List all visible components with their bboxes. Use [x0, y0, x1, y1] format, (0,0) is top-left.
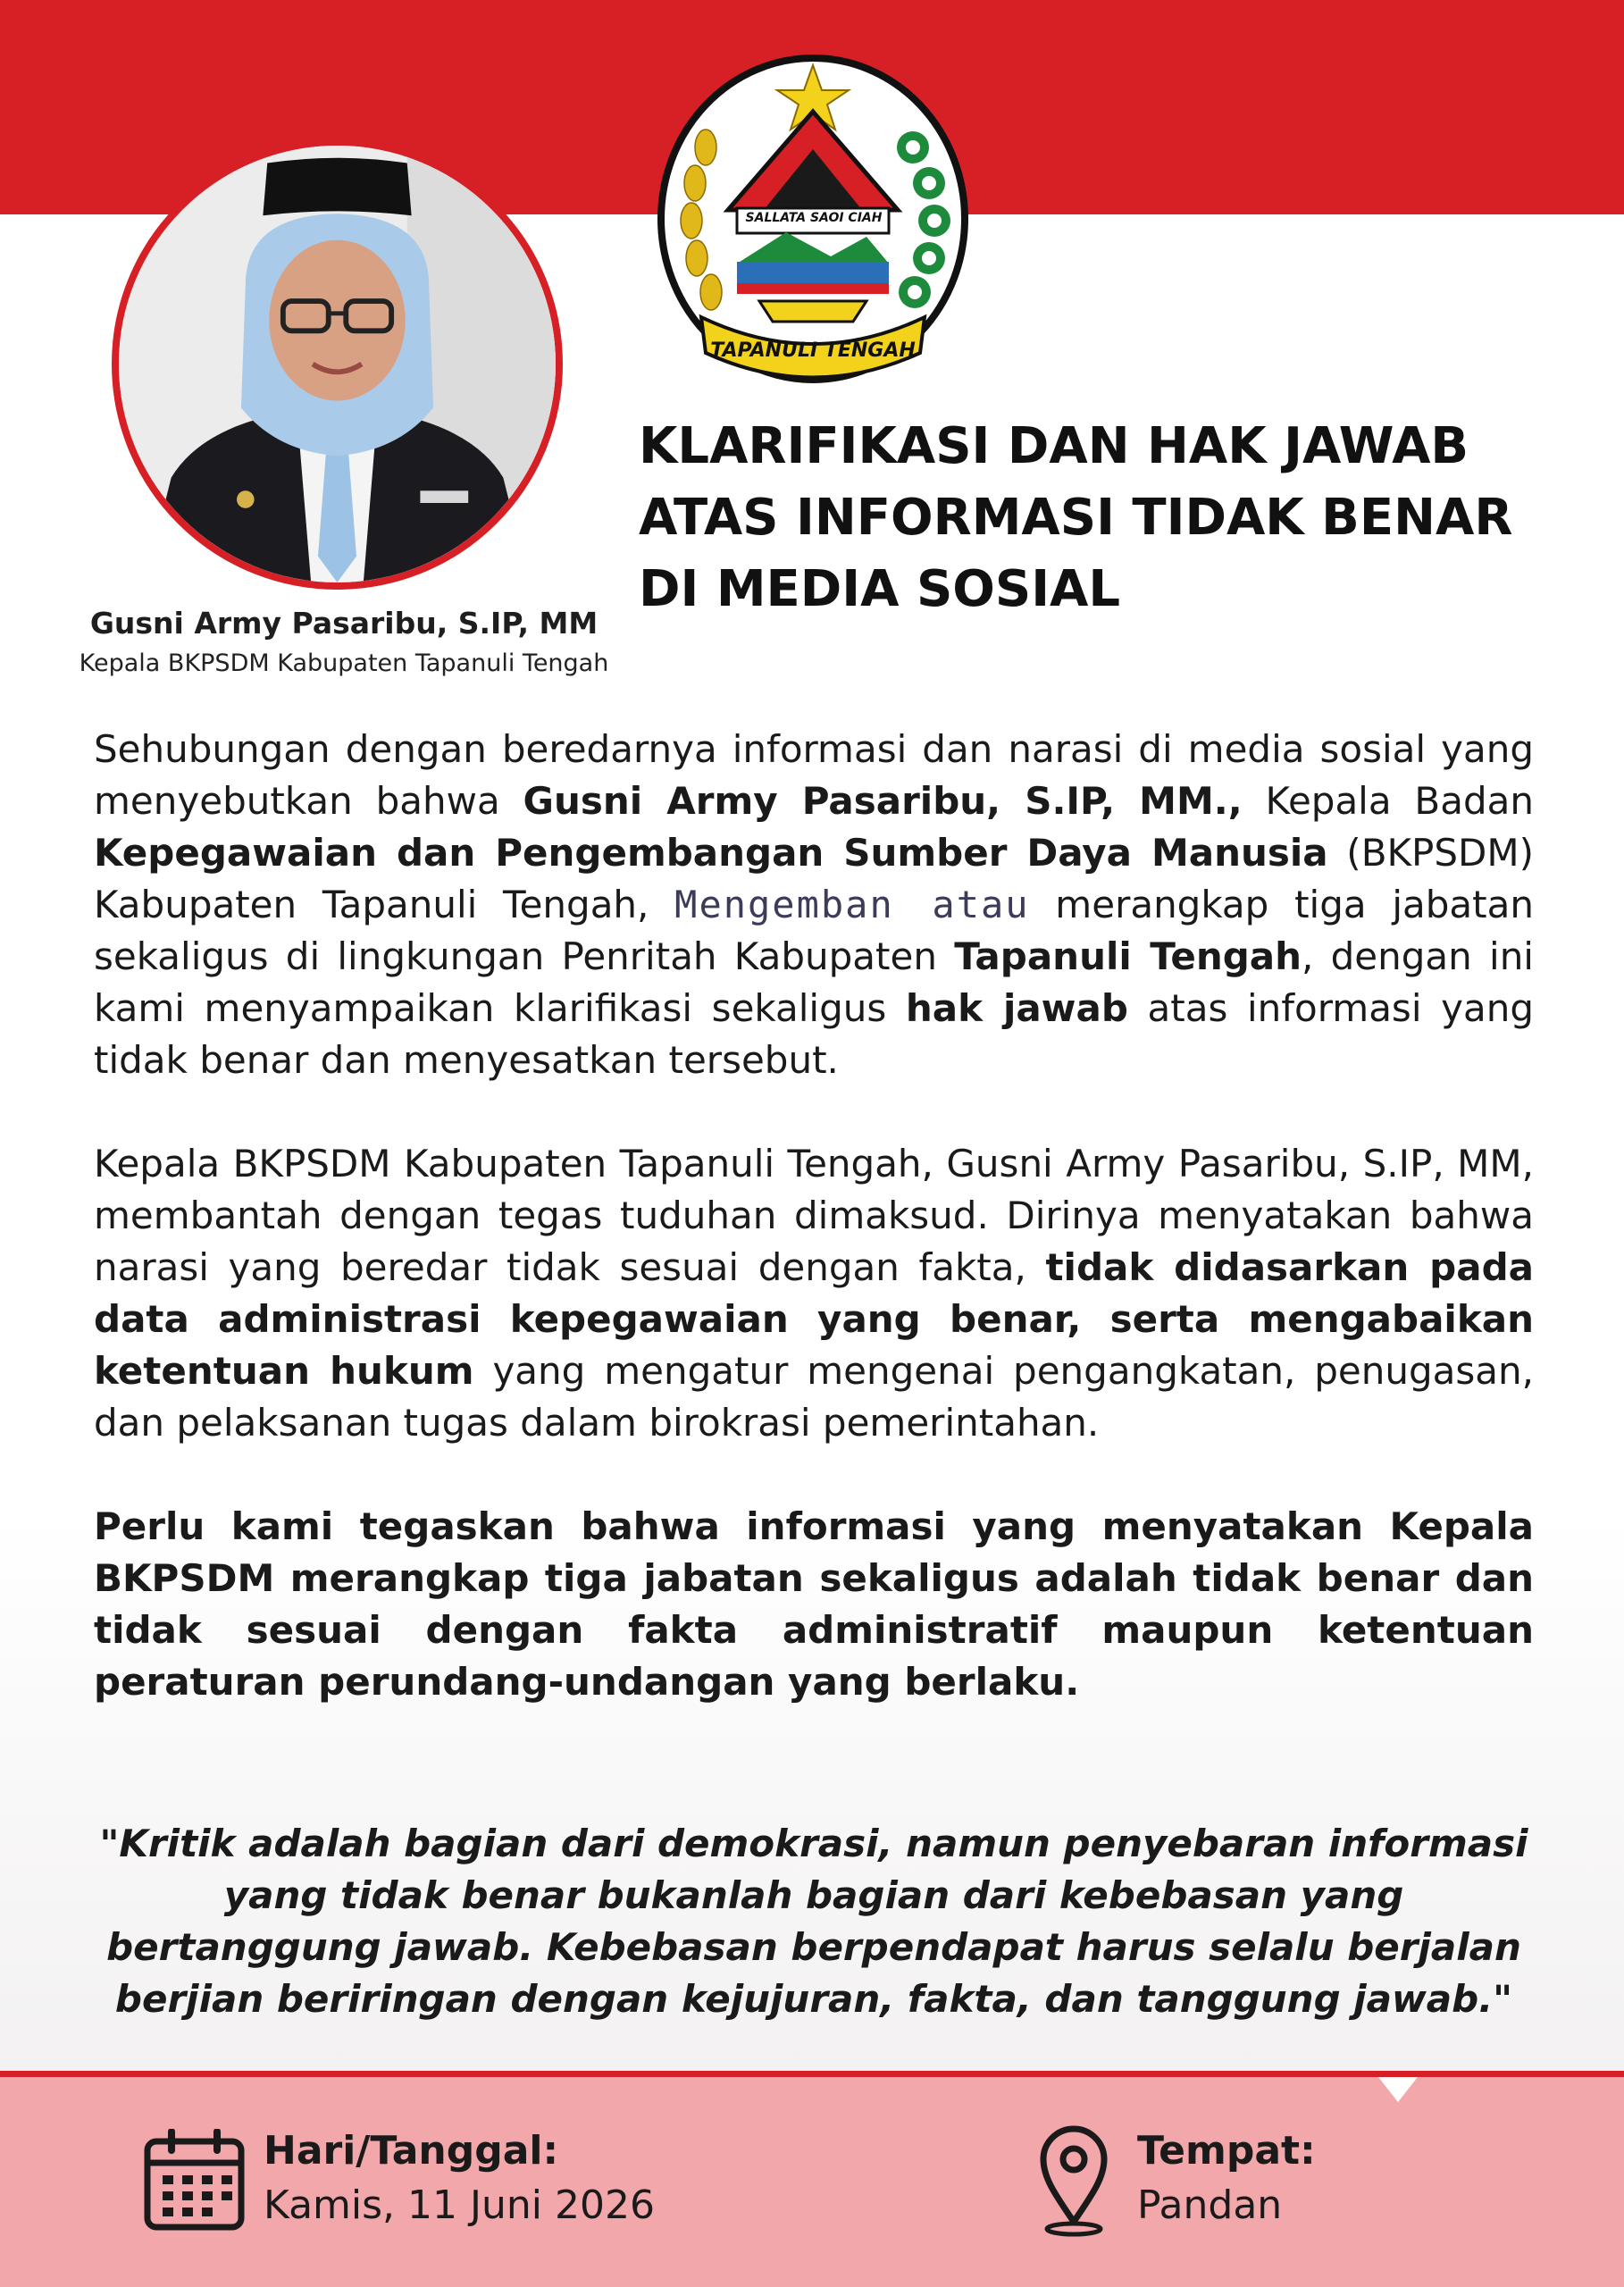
portrait-illustration: [119, 146, 556, 582]
title-line-2: ATAS INFORMASI TIDAK BENAR: [639, 489, 1513, 547]
official-role: Kepala BKPSDM Kabupaten Tapanuli Tengah: [79, 649, 609, 677]
p1-text-3: (BKPSDM) Kabupaten Tapanuli Tengah,: [94, 831, 1535, 926]
footer-divider: [0, 2071, 1624, 2077]
p1-bold-name: Gusni Army Pasaribu, S.IP, MM.,: [523, 779, 1243, 823]
paragraph-1: [94, 724, 1534, 1086]
calendar-icon: [143, 2129, 246, 2232]
p1-bold-right-of-reply: hak jawab: [905, 986, 1128, 1030]
official-portrait: [112, 138, 563, 590]
p1-bold-regency: Tapanuli Tengah: [954, 934, 1302, 978]
date-value: Kamis, 11 Juni 2026: [264, 2182, 655, 2228]
seal-motto: SALLATA SAOI CIAH: [745, 211, 883, 225]
paragraph-3: Perlu kami tegaskan bahwa informasi yang menyatakan Kepala BKPSDM merangkap tiga jabatan sekaligus adalah tidak benar dan tidak sesuai dengan fakta administratif maupun ketentuan peraturan perundang-undangan yang berlaku.: [94, 1504, 1534, 1704]
p1-text-5: , dengan ini kami menyampaikan klarifikasi sekaligus: [94, 934, 1534, 1030]
paragraph-2: [94, 1138, 1534, 1449]
p2-text-2: yang mengatur mengenai pengangkatan, penugasan, dan pelaksanan tugas dalam birokrasi pemerintahan.: [94, 1349, 1534, 1445]
place-label: Tempat:: [1137, 2128, 1316, 2174]
date-label: Hari/Tanggal:: [264, 2128, 559, 2174]
p1-inserted-text: Mengemban atau: [674, 883, 1030, 926]
regency-seal-logo: [652, 49, 974, 389]
p1-text-4: merangkap tiga jabatan sekaligus di lingkungan Penritah Kabupaten: [94, 883, 1534, 978]
map-pin-icon: [1036, 2122, 1112, 2238]
p1-bold-agency: Kepegawaian dan Pengembangan Sumber Daya Manusia: [94, 831, 1328, 875]
body-text: [94, 724, 1534, 1760]
footer-notch: [1378, 2077, 1418, 2102]
place-value: Pandan: [1137, 2182, 1283, 2228]
official-name: Gusni Army Pasaribu, S.IP, MM: [89, 606, 599, 641]
p2-text-1: Kepala BKPSDM Kabupaten Tapanuli Tengah, Gusni Army Pasaribu, S.IP, MM, membantah dengan tegas tuduhan dimaksud. Dirinya menyatakan bahwa narasi yang beredar tidak sesuai dengan fakta,: [94, 1142, 1534, 1289]
title-line-3: DI MEDIA SOSIAL: [639, 560, 1121, 618]
page-title: [639, 411, 1595, 625]
p1-text-6: atas informasi yang tidak benar dan menyesatkan tersebut.: [94, 986, 1534, 1082]
seal-region: TAPANULI TENGAH: [710, 339, 916, 362]
p2-bold: tidak didasarkan pada data administrasi kepegawaian yang benar, serta mengabaikan ketentuan hukum: [94, 1245, 1534, 1393]
p1-text-1: Sehubungan dengan beredarnya informasi dan narasi di media sosial yang menyebutkan bahwa: [94, 727, 1534, 823]
quote-block: "Kritik adalah bagian dari demokrasi, namun penyebaran informasi yang tidak benar bukanlah bagian dari kebebasan yang bertanggung jawab. Kebebasan berpendapat harus selalu berjalan berjian beriringan dengan kejujuran, fakta, dan tanggung jawab.": [99, 1822, 1528, 2021]
p1-text-2: Kepala Badan: [1242, 779, 1534, 823]
title-line-1: KLARIFIKASI DAN HAK JAWAB: [639, 417, 1469, 475]
